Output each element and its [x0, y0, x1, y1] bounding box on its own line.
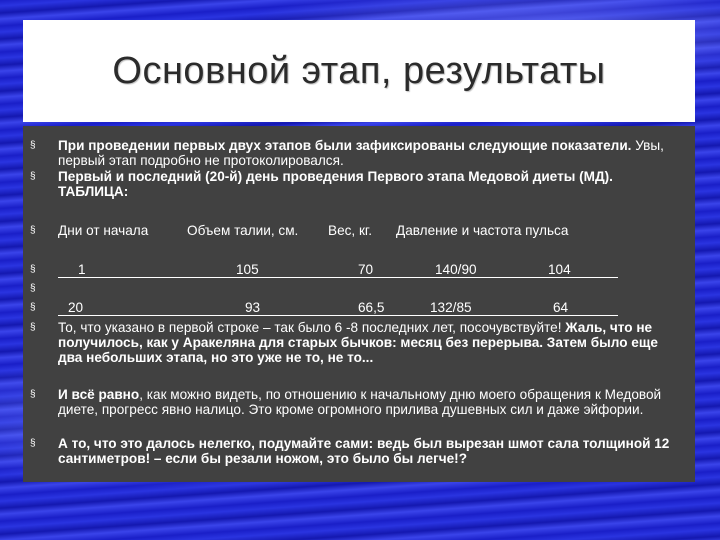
cell-pulse: 104: [548, 262, 571, 277]
paragraph-3-normal: То, что указано в первой строке – так было 6 -8 последних лет, посочувствуйте!: [58, 320, 562, 335]
cell-waist: 93: [245, 300, 261, 315]
cell-weight: 70: [358, 262, 374, 277]
paragraph-4-bold: И всё равно: [58, 387, 140, 402]
cell-pulse: 64: [553, 300, 569, 315]
paragraph-4: [58, 387, 677, 417]
paragraph-1: [58, 138, 677, 168]
table-row-underline: [58, 262, 618, 278]
paragraph-4-normal: , как можно видеть, по отношению к начальному дню моего обращения к Медовой диете, прогресс явно налицо. Это кроме огромного прилива душевных сил и даже эйфории.: [58, 387, 662, 417]
bullet-icon: §: [30, 302, 36, 313]
table-row-underline: [58, 300, 618, 316]
cell-day: 1: [78, 262, 86, 277]
bullet-icon: §: [30, 438, 36, 449]
bullet-icon: §: [30, 225, 36, 236]
cell-pressure: 132/85: [430, 300, 472, 315]
bullet-icon: §: [30, 140, 36, 151]
cell-waist: 105: [236, 262, 259, 277]
paragraph-1-normal: Увы, первый этап подробно не протоколировался.: [58, 138, 664, 168]
bullet-icon: §: [30, 283, 36, 294]
paragraph-2: Первый и последний (20-й) день проведения Первого этапа Медовой диеты (МД). ТАБЛИЦА:: [58, 169, 613, 199]
bullet-icon: §: [30, 389, 36, 400]
paragraph-3: [58, 320, 677, 365]
slide-title: Основной этап, результаты: [112, 50, 606, 92]
bullet-icon: §: [30, 322, 36, 333]
header-day: Дни от начала: [58, 223, 149, 238]
cell-day: 20: [68, 300, 84, 315]
header-weight: Вес, кг.: [328, 223, 372, 238]
header-waist: Объем талии, см.: [187, 223, 299, 238]
header-pressure: Давление и частота пульса: [396, 223, 569, 238]
cell-pressure: 140/90: [435, 262, 477, 277]
title-panel: [23, 20, 695, 122]
paragraph-1-bold: При проведении первых двух этапов были зафиксированы следующие показатели.: [58, 138, 632, 153]
bullet-icon: §: [30, 264, 36, 275]
paragraph-5: А то, что это далось нелегко, подумайте сами: ведь был вырезан шмот сала толщиной 12 сантиметров! – если бы резали ножом, это было бы легче!?: [58, 436, 670, 466]
bullet-icon: §: [30, 171, 36, 182]
cell-weight: 66,5: [358, 300, 385, 315]
content-panel: [23, 126, 695, 482]
paragraph-3-bold: Жаль, что не получилось, как у Аракеляна для старых бычков: месяц без перерыва. Затем было еще два небольших этапа, но это уже не то, не то...: [58, 320, 658, 365]
